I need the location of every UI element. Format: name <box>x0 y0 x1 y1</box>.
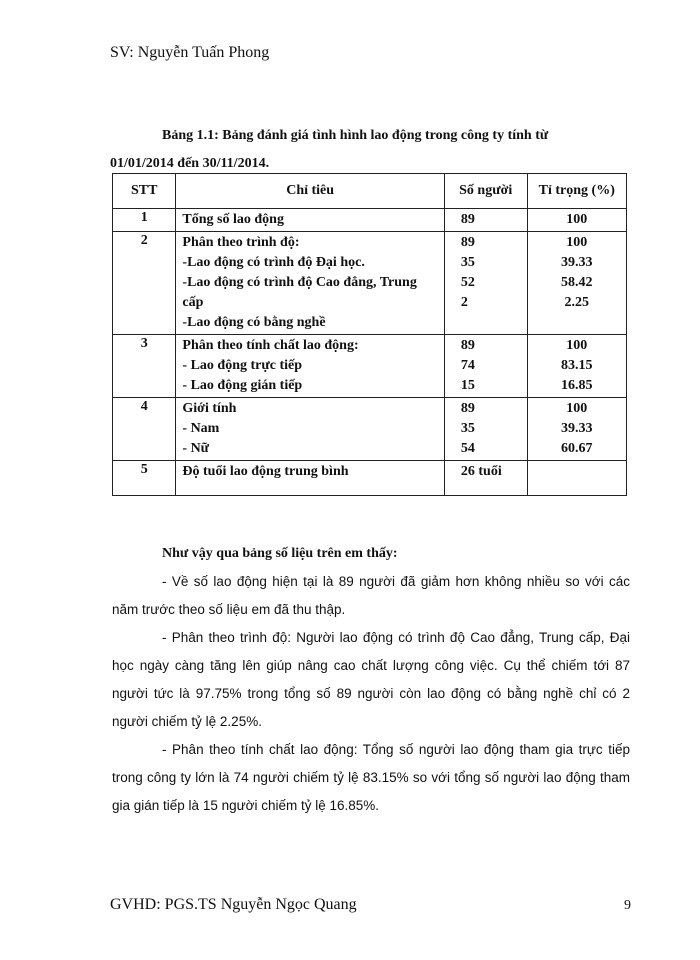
cell-count-line: 2 <box>460 295 468 310</box>
cell-criteria <box>176 461 444 496</box>
cell-stt: 2 <box>113 232 176 335</box>
cell-criteria-line: Phân theo trình độ: <box>182 235 300 250</box>
table-row <box>113 398 627 461</box>
analysis-text <box>112 540 630 820</box>
cell-percent-line: 2.25 <box>564 295 590 310</box>
cell-percent-line: 39.33 <box>561 421 593 436</box>
cell-criteria <box>176 335 444 398</box>
cell-percent <box>527 461 626 496</box>
cell-percent-line: 100 <box>566 401 588 416</box>
cell-criteria-line: -Lao động có trình độ Cao đẳng, Trung cấp <box>182 275 417 310</box>
table-header-row <box>113 174 627 209</box>
analysis-paragraph-1: - Về số lao động hiện tại là 89 người đã giảm hơn không nhiều so với các năm trước theo số liệu em đã thu thập. <box>112 574 630 617</box>
table-caption <box>110 122 590 178</box>
cell-criteria-line: - Lao động trực tiếp <box>182 358 303 373</box>
cell-count-line: 35 <box>460 255 475 270</box>
cell-percent-line: 100 <box>566 338 588 353</box>
cell-percent-line: 100 <box>566 235 588 250</box>
cell-criteria-line: Độ tuổi lao động trung bình <box>182 464 349 479</box>
cell-percent-line: 16.85 <box>561 378 593 393</box>
header-criteria: Chỉ tiêu <box>176 174 444 209</box>
cell-criteria-line: - Nữ <box>182 441 210 456</box>
cell-criteria <box>176 232 444 335</box>
cell-criteria-line: - Nam <box>182 421 220 436</box>
cell-count <box>444 209 527 232</box>
cell-count-line: 54 <box>460 441 475 456</box>
header-stt: STT <box>113 174 176 209</box>
cell-percent <box>527 232 626 335</box>
cell-stt: 4 <box>113 398 176 461</box>
cell-count-line: 26 tuổi <box>460 464 502 479</box>
cell-percent <box>527 335 626 398</box>
cell-percent-line: 83.15 <box>561 358 593 373</box>
header-count: Số người <box>444 174 527 209</box>
page-footer-advisor: GVHD: PGS.TS Nguyễn Ngọc Quang <box>110 896 357 913</box>
analysis-paragraph-3: - Phân theo tính chất lao động: Tổng số người lao động tham gia trực tiếp trong công ty lớn là 74 người chiếm tỷ lệ 83.15% so với tổng số người lao động tham gia gián tiếp là 15 người chiếm tỷ lệ 16.85%. <box>112 742 630 813</box>
cell-percent <box>527 398 626 461</box>
cell-percent-line <box>534 462 620 482</box>
cell-criteria-line: Phân theo tính chất lao động: <box>182 338 359 353</box>
analysis-lead: Như vậy qua bảng số liệu trên em thấy: <box>162 546 398 561</box>
table-row <box>113 335 627 398</box>
page-number: 9 <box>624 898 631 913</box>
cell-count <box>444 398 527 461</box>
cell-count-line: 89 <box>460 235 475 250</box>
cell-count <box>444 335 527 398</box>
cell-percent-line: 58.42 <box>561 275 593 290</box>
table-row <box>113 209 627 232</box>
cell-percent-line: 39.33 <box>561 255 593 270</box>
cell-count <box>444 461 527 496</box>
cell-percent <box>527 209 626 232</box>
cell-count-line: 74 <box>460 358 475 373</box>
cell-count-line: 15 <box>460 378 475 393</box>
cell-stt: 1 <box>113 209 176 232</box>
header-percent: Tỉ trọng (%) <box>527 174 626 209</box>
cell-percent-line: 60.67 <box>561 441 593 456</box>
table-body <box>113 209 627 496</box>
analysis-paragraph-2: - Phân theo trình độ: Người lao động có trình độ Cao đẳng, Trung cấp, Đại học ngày càng tăng lên giúp nâng cao chất lượng công việc. Cụ thể chiếm tới 87 người tức là 97.75% trong tổng số 89 người còn lao động có bằng nghề chỉ có 2 người chiếm tỷ lệ 2.25%. <box>112 630 630 729</box>
table-row <box>113 232 627 335</box>
cell-criteria-line: Tổng số lao động <box>182 212 284 227</box>
caption-line-1: Bảng 1.1: Bảng đánh giá tình hình lao động trong công ty tính từ <box>162 128 549 143</box>
cell-count-line: 35 <box>460 421 475 436</box>
cell-count-line: 89 <box>460 338 475 353</box>
cell-criteria-line: -Lao động có bằng nghề <box>182 315 326 330</box>
caption-line-2: 01/01/2014 đến 30/11/2014. <box>110 156 270 171</box>
page-header-student: SV: Nguyễn Tuấn Phong <box>110 44 270 61</box>
cell-percent-line: 100 <box>566 212 588 227</box>
cell-criteria <box>176 398 444 461</box>
cell-count-line: 89 <box>460 212 475 227</box>
cell-stt: 5 <box>113 461 176 496</box>
table-row <box>113 461 627 496</box>
cell-criteria-line: Giới tính <box>182 401 237 416</box>
cell-count <box>444 232 527 335</box>
labor-table <box>112 173 627 496</box>
cell-criteria <box>176 209 444 232</box>
cell-count-line: 52 <box>460 275 475 290</box>
cell-criteria-line: - Lao động gián tiếp <box>182 378 303 393</box>
cell-count-line: 89 <box>460 401 475 416</box>
cell-stt: 3 <box>113 335 176 398</box>
cell-criteria-line: -Lao động có trình độ Đại học. <box>182 255 365 270</box>
